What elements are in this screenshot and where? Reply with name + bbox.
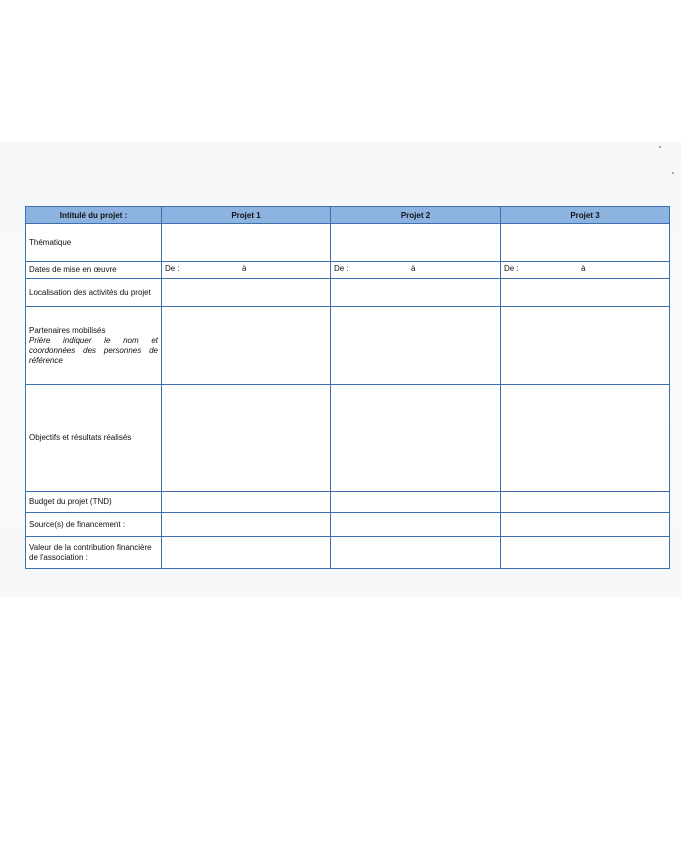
field-dates-project-2[interactable]: [331, 262, 501, 279]
field-objectifs-project-2[interactable]: [331, 385, 501, 492]
date-from-label: De :: [334, 264, 349, 273]
date-to-label: à: [581, 264, 586, 273]
field-thematique-project-3[interactable]: [501, 224, 670, 262]
label-objectifs: Objectifs et résultats réalisés: [26, 385, 162, 492]
label-partenaires-note-line-1: Prière indiquer le nom et: [29, 335, 158, 345]
label-partenaires: Partenaires mobilisés: [29, 325, 106, 335]
field-localisation-project-1[interactable]: [162, 279, 331, 307]
header-project-2: Projet 2: [331, 207, 501, 224]
label-partenaires-note-line-3: référence: [29, 355, 63, 365]
field-sources-project-1[interactable]: [162, 513, 331, 537]
header-row: [26, 207, 670, 224]
field-partenaires-project-2[interactable]: [331, 307, 501, 385]
field-partenaires-project-1[interactable]: [162, 307, 331, 385]
row-sources: [26, 513, 670, 537]
label-partenaires-note-line-2: coordonnées des personnes de: [29, 345, 158, 355]
label-budget: Budget du projet (TND): [26, 492, 162, 513]
header-project-3: Projet 3: [501, 207, 670, 224]
row-partenaires: [26, 307, 670, 385]
field-partenaires-project-3[interactable]: [501, 307, 670, 385]
date-to-label: à: [411, 264, 416, 273]
scan-speck: [672, 172, 674, 174]
field-budget-project-3[interactable]: [501, 492, 670, 513]
date-to-label: à: [242, 264, 247, 273]
row-localisation: [26, 279, 670, 307]
row-budget: [26, 492, 670, 513]
scan-speck: [659, 146, 661, 148]
label-dates: Dates de mise en œuvre: [26, 262, 162, 279]
field-valeur-project-3[interactable]: [501, 537, 670, 569]
field-localisation-project-3[interactable]: [501, 279, 670, 307]
field-thematique-project-2[interactable]: [331, 224, 501, 262]
date-from-label: De :: [165, 264, 180, 273]
field-objectifs-project-3[interactable]: [501, 385, 670, 492]
field-valeur-project-2[interactable]: [331, 537, 501, 569]
label-thematique: Thématique: [26, 224, 162, 262]
date-from-label: De :: [504, 264, 519, 273]
field-budget-project-2[interactable]: [331, 492, 501, 513]
label-localisation: Localisation des activités du projet: [26, 279, 162, 307]
label-sources: Source(s) de financement :: [26, 513, 162, 537]
field-sources-project-2[interactable]: [331, 513, 501, 537]
label-valeur: Valeur de la contribution financière de l'association :: [26, 537, 162, 569]
project-form-table: [25, 206, 670, 569]
field-budget-project-1[interactable]: [162, 492, 331, 513]
header-project-title: Intitulé du projet :: [26, 207, 162, 224]
field-objectifs-project-1[interactable]: [162, 385, 331, 492]
field-dates-project-1[interactable]: [162, 262, 331, 279]
field-localisation-project-2[interactable]: [331, 279, 501, 307]
row-thematique: [26, 224, 670, 262]
field-valeur-project-1[interactable]: [162, 537, 331, 569]
label-partenaires-cell: [26, 307, 162, 385]
row-dates: [26, 262, 670, 279]
field-thematique-project-1[interactable]: [162, 224, 331, 262]
field-dates-project-3[interactable]: [501, 262, 670, 279]
field-sources-project-3[interactable]: [501, 513, 670, 537]
header-project-1: Projet 1: [162, 207, 331, 224]
row-objectifs: [26, 385, 670, 492]
row-valeur: [26, 537, 670, 569]
